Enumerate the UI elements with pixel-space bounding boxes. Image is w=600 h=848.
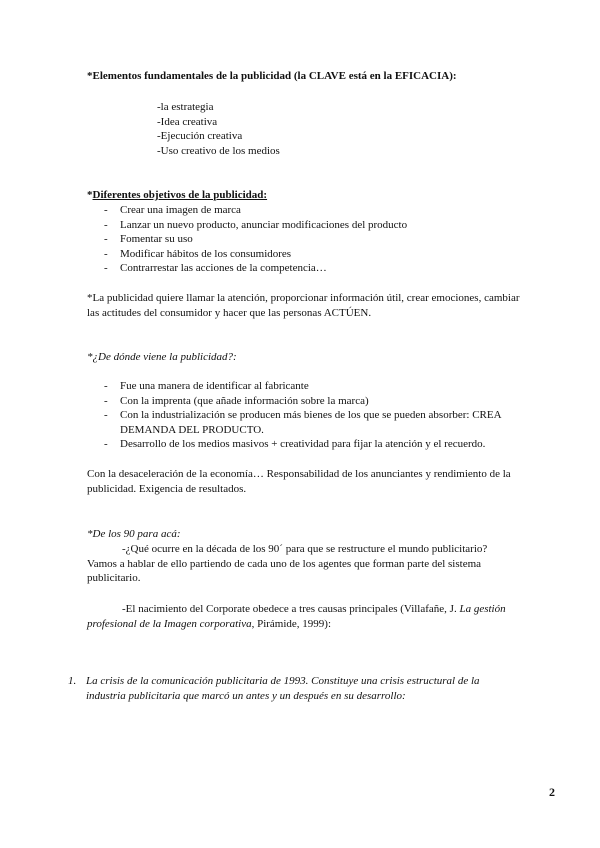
- paragraph-publicidad: [87, 291, 520, 320]
- list-item: - Contrarrestar las acciones de la competencia…: [102, 261, 502, 276]
- section-heading-elementos: *Elementos fundamentales de la publicidad (la CLAVE está en la EFICACIA):: [87, 70, 457, 82]
- paragraph-line: *La publicidad quiere llamar la atención, proporcionar información útil, crear emociones, cambiar: [87, 292, 520, 304]
- paragraph-line: Vamos a hablar de ello partiendo de cada uno de los agentes que forman parte del sistema: [87, 557, 482, 570]
- list-item: - Desarrollo de los medios masivos + creatividad para fijar la atención y el recuerdo.: [102, 437, 512, 452]
- list-item: - Modificar hábitos de los consumidores: [102, 247, 502, 262]
- text-span: -El nacimiento del Corporate obedece a tres causas principales (Villafañe, J.: [122, 603, 460, 615]
- list-item: - Con la imprenta (que añade información sobre la marca): [102, 394, 512, 409]
- heading-star: *: [87, 189, 93, 201]
- text-span: , Pirámide, 1999):: [251, 617, 332, 630]
- list-item: -Ejecución creativa: [157, 130, 243, 142]
- list-item: - Crear una imagen de marca: [102, 203, 502, 218]
- paragraph-corporate: [87, 602, 506, 631]
- section-heading-90: *De los 90 para acá:: [87, 528, 181, 540]
- paragraph-line: publicidad. Exigencia de resultados.: [87, 482, 247, 495]
- list-item: -Uso creativo de los medios: [157, 144, 280, 157]
- section-heading-objetivos: [87, 188, 267, 203]
- paragraph-line: las actitudes del consumidor y hacer que las personas ACTÚEN.: [87, 306, 372, 319]
- objetivos-list: [102, 203, 502, 276]
- list-item: - Lanzar un nuevo producto, anunciar modificaciones del producto: [102, 218, 502, 233]
- paragraph-line: [87, 602, 506, 617]
- paragraph-line: publicitario.: [87, 572, 141, 584]
- paragraph-pregunta: [87, 542, 487, 586]
- elementos-list: [157, 100, 280, 158]
- book-title-part: La gestión: [459, 603, 506, 615]
- heading-text: Diferentes objetivos de la publicidad:: [92, 189, 268, 201]
- numbered-item-number: 1.: [68, 675, 77, 687]
- paragraph-line: industria publicitaria que marcó un antes y un después en su desarrollo:: [86, 689, 406, 702]
- list-item: -la estrategia: [157, 101, 214, 113]
- list-item: - Fomentar su uso: [102, 232, 502, 247]
- section-heading-donde-viene: *¿De dónde viene la publicidad?:: [87, 351, 237, 363]
- paragraph-line: La crisis de la comunicación publicitaria de 1993. Constituye una crisis estructural de la: [86, 675, 480, 687]
- paragraph-line: Con la desaceleración de la economía… Responsabilidad de los anunciantes y rendimiento de la: [87, 468, 511, 480]
- donde-viene-list: [102, 379, 512, 452]
- book-title-part: profesional de la Imagen corporativa: [87, 617, 252, 630]
- list-item: - Con la industrialización se producen más bienes de los que se pueden absorber: CREA DEMANDA DEL PRODUCTO.: [102, 408, 505, 437]
- page-number: 2: [549, 785, 555, 799]
- paragraph-line: -¿Qué ocurre en la década de los 90´ para que se restructure el mundo publicitario?: [122, 543, 488, 555]
- list-item: -Idea creativa: [157, 115, 218, 128]
- numbered-item-text: [86, 674, 480, 703]
- paragraph-line: [87, 617, 506, 632]
- paragraph-desaceleracion: [87, 467, 511, 496]
- list-item: - Fue una manera de identificar al fabricante: [102, 379, 512, 394]
